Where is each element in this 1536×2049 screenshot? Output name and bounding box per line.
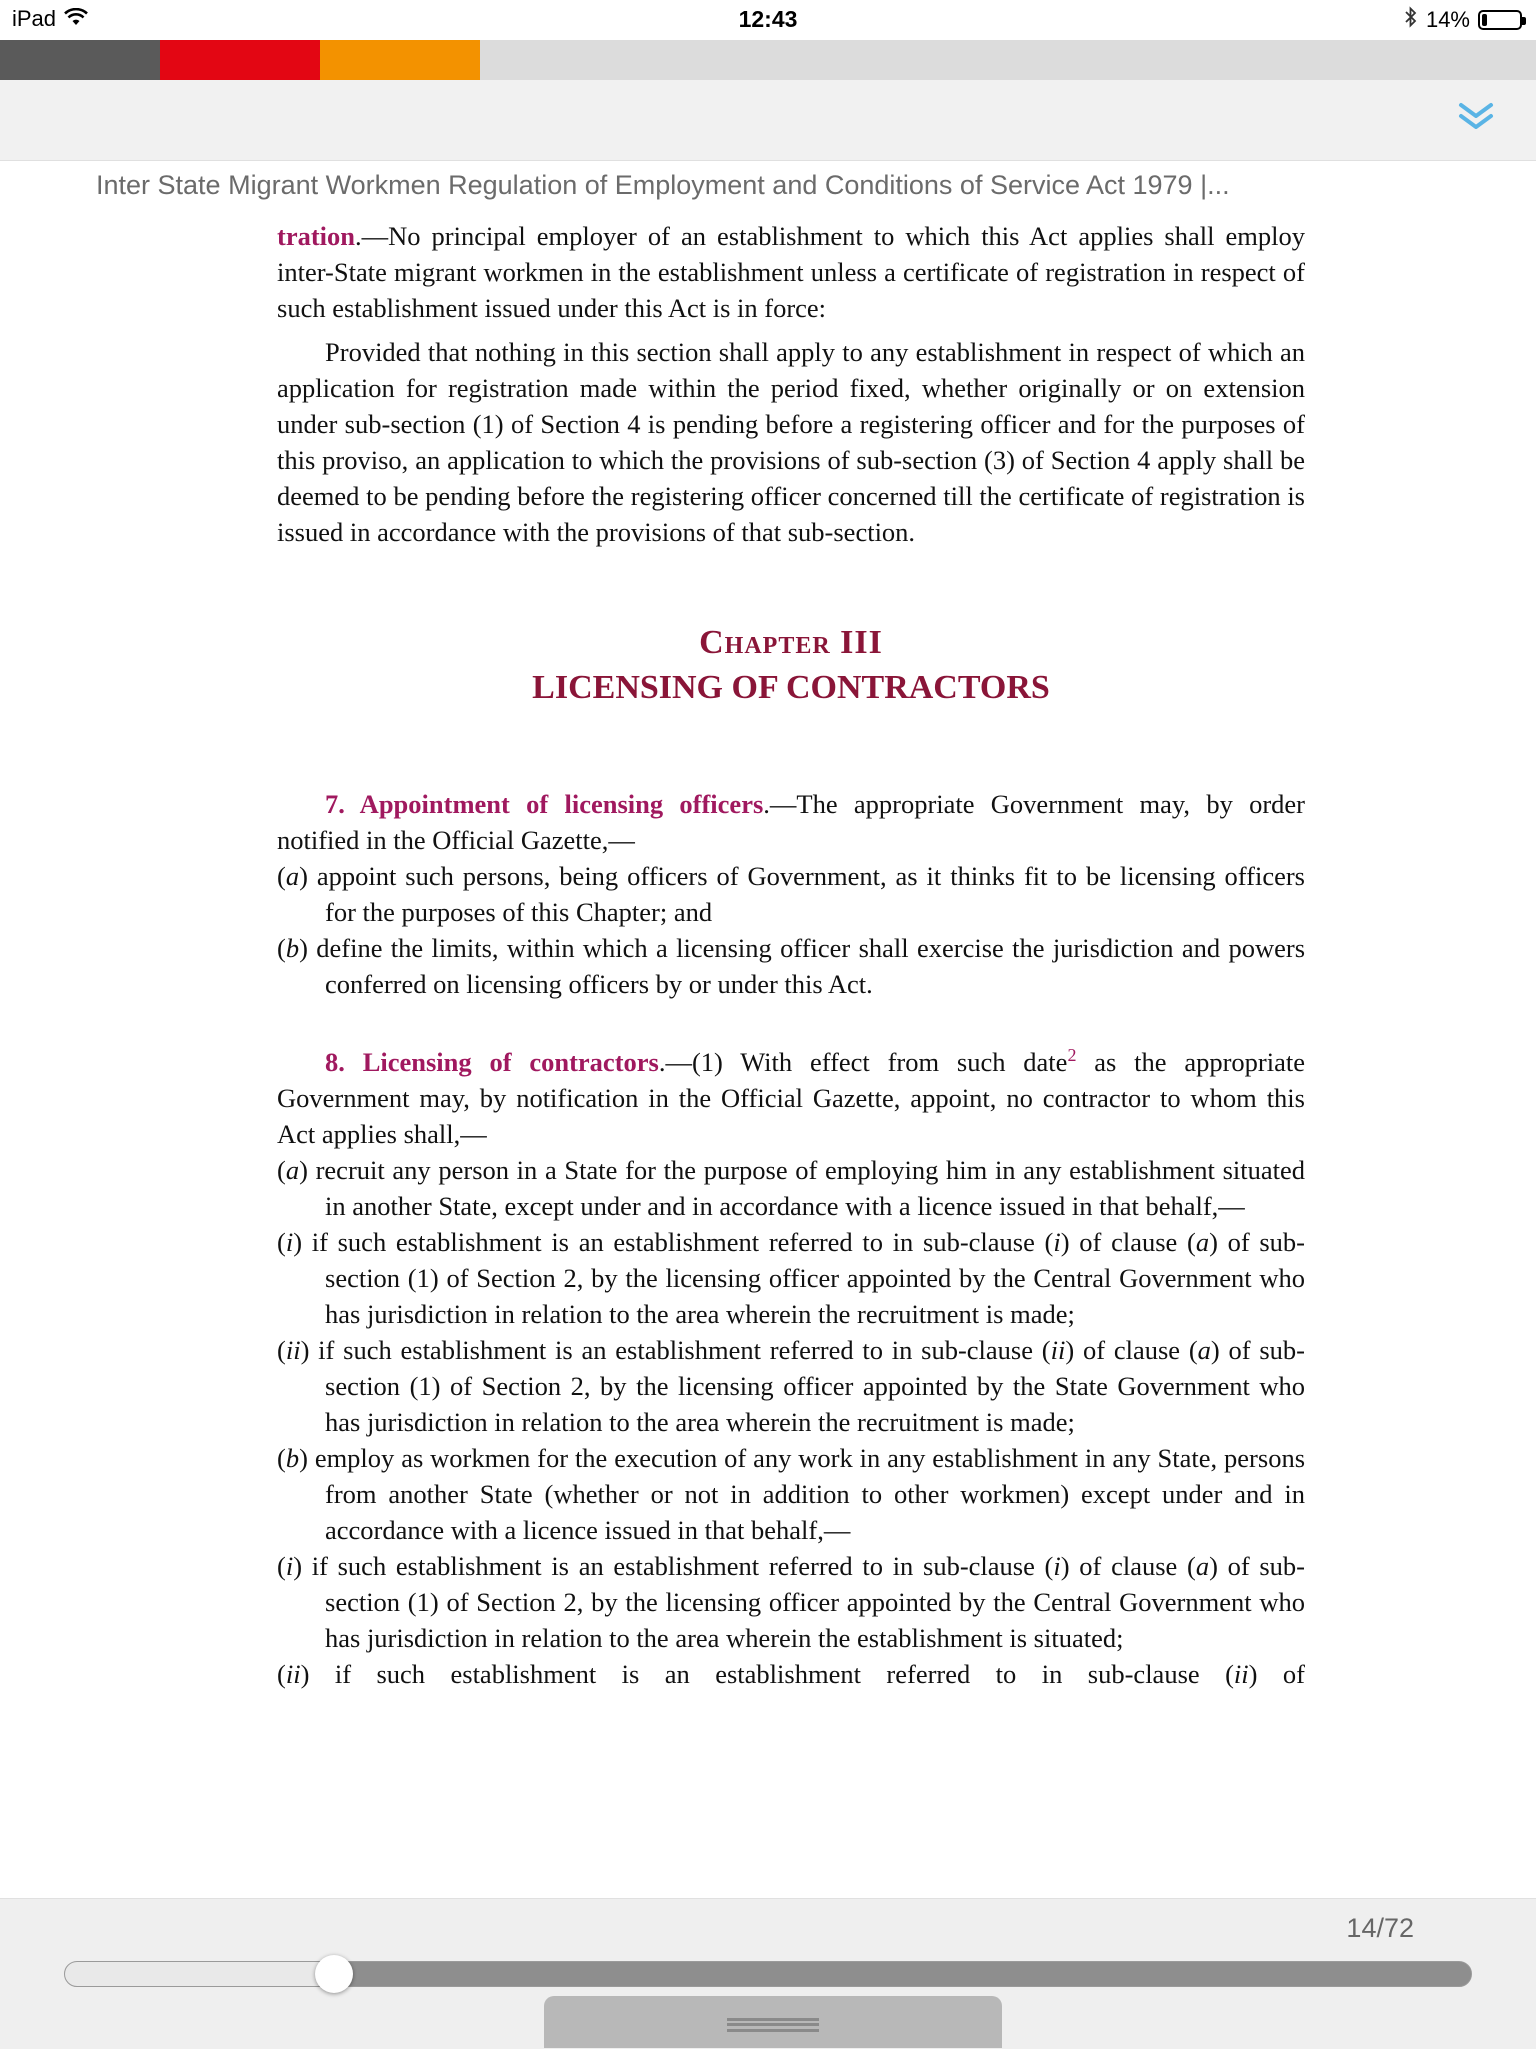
page-content [277, 218, 1305, 1692]
slider-thumb[interactable] [315, 1955, 353, 1993]
double-chevron-down-icon [1458, 101, 1494, 136]
status-time: 12:43 [738, 6, 798, 32]
page-indicator: 14/72 [1346, 1913, 1414, 1943]
grip-icon [727, 2018, 819, 2032]
page-slider[interactable] [64, 1961, 1472, 1987]
section-8-clause-b-i: (i) if such establishment is an establishment referred to in sub-clause (i) of clause (a) of sub-section (1) of Section 2, by the licensing officer appointed by the Central Government who has jurisdiction in relation to the area wherein the establishment is situated; [277, 1551, 1306, 1653]
section-7-text: .—The appropriate Government may, by order notified in the Official Gazette,— [277, 789, 1305, 855]
footnote-link[interactable]: 2 [1067, 1045, 1077, 1066]
section-heading: tration [277, 221, 356, 251]
section-8-clause-a-i: (i) if such establishment is an establishment referred to in sub-clause (i) of clause (a) of sub-section (1) of Section 2, by the licensing officer appointed by the Central Government who has jurisdiction in relation to the area wherein the recruitment is made; [277, 1227, 1306, 1329]
chapter-label: Chapter III [699, 624, 883, 661]
section-8-clause-a-ii: (ii) if such establishment is an establishment referred to in sub-clause (ii) of clause (a) of sub-section (1) of Section 2, by the licensing officer appointed by the State Government who has jurisdiction in relation to the area wherein the recruitment is made; [277, 1335, 1305, 1437]
battery-icon [1478, 10, 1522, 30]
status-bar [0, 0, 1536, 40]
battery-percent: 14% [1425, 7, 1470, 32]
color-tab-red[interactable] [160, 40, 320, 80]
color-tabs [0, 40, 1536, 80]
chapter-title: LICENSING OF CONTRACTORS [532, 669, 1050, 706]
section-8-heading: 8. Licensing of contractors [325, 1047, 659, 1077]
section-7-paragraph [277, 786, 1305, 858]
drawer-handle[interactable] [544, 1996, 1002, 2048]
proviso-paragraph: Provided that nothing in this section shall apply to any establishment in respect of which an application for registration made within the period fixed, whether originally or on extension under sub-section (1) of Section 4 is pending before a registering officer and for the purposes of this proviso, an application to which the provisions of sub-section (3) of Section 4 apply shall be deemed to be pending before the registering officer concerned till the certificate of registration is issued in accordance with the provisions of that sub-section. [277, 337, 1305, 547]
section-8-clause-b: (b) employ as workmen for the execution of any work in any establishment in any State, persons from another State (whether or not in addition to other workmen) except under and in accordance with a licence issued in that behalf,— [277, 1443, 1306, 1545]
color-tab-orange[interactable] [320, 40, 480, 80]
battery-tip [1522, 17, 1526, 25]
intro-text: .—No principal employer of an establishment to which this Act applies shall employ inter-State migrant workmen in the establishment unless a certificate of registration in respect of such establishment issued under this Act is in force: [277, 221, 1305, 323]
bluetooth-icon [1404, 6, 1418, 34]
collapse-button[interactable] [1448, 92, 1504, 144]
device-name: iPad [12, 6, 57, 31]
chapter-heading [277, 622, 1305, 712]
battery-fill [1482, 14, 1487, 26]
toolbar [0, 80, 1536, 161]
intro-paragraph [277, 218, 1305, 326]
status-right [1404, 6, 1522, 34]
color-tab-gray[interactable] [0, 40, 160, 80]
section-8-paragraph: 8. Licensing of contractors.—(1) With effect from such date$^2$ as the appropriate Government may, by notification in the Official Gazette, appoint, no contractor to whom this Act applies shall,— [277, 1045, 1305, 1149]
section-7-clause-b: (b) define the limits, within which a licensing officer shall exercise the jurisdiction and powers conferred on licensing officers by or under this Act. [277, 933, 1306, 999]
section-8-clause-a: (a) recruit any person in a State for the purpose of employing him in any establishment situated in another State, except under and in accordance with a licence issued in that behalf,— [277, 1155, 1305, 1221]
section-7-heading: 7. Appointment of licensing officers [325, 789, 764, 819]
slider-progress [65, 1962, 335, 1986]
section-8-clause-b-ii: (ii) if such establishment is an establishment referred to in sub-clause (ii) of [277, 1659, 1305, 1689]
document-title: Inter State Migrant Workmen Regulation of Employment and Conditions of Service Act 1979 |... [96, 170, 1230, 200]
section-7-clause-a: (a) appoint such persons, being officers of Government, as it thinks fit to be licensing officers for the purposes of this Chapter; and [277, 861, 1305, 927]
